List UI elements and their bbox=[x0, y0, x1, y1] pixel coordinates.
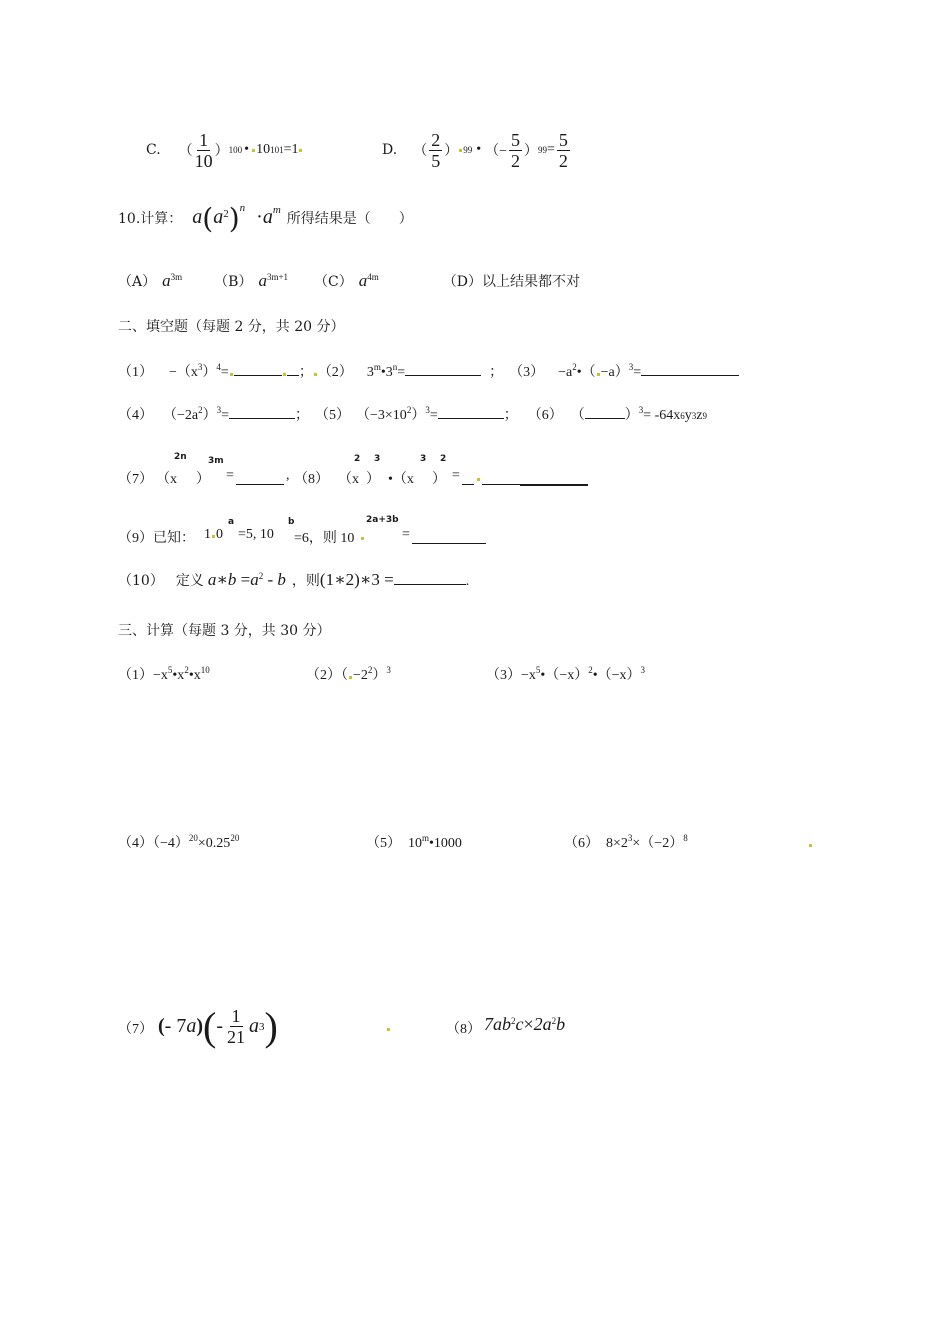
calc-row-3: （7） ( - 7 a ) ( - $\frac{1}{21}$ a 3 ) （8） $7ab^2c\times 2a^2b$ bbox=[118, 1003, 566, 1049]
definition-expression: a∗b $=a^2 - b$ bbox=[207, 570, 286, 589]
blank[interactable] bbox=[520, 470, 588, 486]
dot-mark bbox=[252, 149, 255, 152]
q10-option-b: $a^{3m+1}$ bbox=[258, 271, 289, 290]
section-2-title: 二、填空题（每题 2 分，共 20 分） bbox=[118, 319, 345, 335]
q9-d-fraction-2: $\frac{5}{2}$ bbox=[511, 129, 520, 171]
q10-option-a: $a^{3m}$ bbox=[162, 271, 183, 290]
blank[interactable] bbox=[287, 361, 299, 376]
calc-row-1: $(1)-x^5•x^2•x^{10}$ $(2)( -2^2)^3$ $(3)-x^5•(-x)^2•(-x)^3$ bbox=[118, 665, 645, 683]
q10-options: （A） $a^{3m}$ （B） $a^{3m+1}$ （C） $a^{4m}$ （D）以上结果都不对 bbox=[118, 271, 580, 290]
blank[interactable] bbox=[462, 470, 474, 485]
calc-7-expression: ( - 7 a ) ( - $\frac{1}{21}$ a 3 ) bbox=[158, 1003, 278, 1049]
dot-mark bbox=[299, 149, 302, 152]
blank[interactable] bbox=[412, 529, 486, 544]
blank[interactable] bbox=[438, 404, 504, 419]
blank[interactable] bbox=[641, 361, 739, 376]
blank[interactable] bbox=[394, 570, 466, 585]
fill-row-3: （7） （x 2n ） 3m = , （8） （x 2 ） 3 •（x 3 ） 2 = bbox=[118, 468, 598, 492]
q10-option-d: （D）以上结果都不对 bbox=[442, 274, 580, 290]
calc-8-expression: $7ab^2c\times 2a^2b$ bbox=[484, 1014, 566, 1034]
q9-option-d: D. （ $\frac{2}{5}$ ） 99 • （− $\frac{5}{2}$ ） 99 = $\frac{5}{2}$ bbox=[382, 129, 568, 171]
fill-row-1: （1） $-(x^3)^4=$ ； （2） $3^m•3^n=$ ； （3） $-a^2•( -a)^3=$ bbox=[118, 361, 739, 381]
q9-c-label: C. bbox=[146, 142, 161, 158]
calc-row-2: $(4)(-4)^{20}\times 0.25^{20}$ （5） 10$^m$•1000 （6） $8\times 2^3\times(-2)^8$ bbox=[118, 832, 818, 854]
q9-c-paren-open: （ bbox=[178, 144, 193, 159]
q9-d-label: D. bbox=[382, 142, 398, 158]
blank[interactable] bbox=[405, 361, 481, 376]
q10-stem: 10.计算： $a(a^2)^n \cdot a^m$ 所得结果是（ ） bbox=[118, 201, 413, 235]
q10-option-c: $a^{4m}$ bbox=[358, 271, 379, 290]
section-3-title: 三、计算（每题 3 分，共 30 分） bbox=[118, 623, 331, 639]
q9-d-fraction-3: $\frac{5}{2}$ bbox=[558, 129, 568, 171]
blank[interactable] bbox=[585, 404, 625, 419]
fill-row-2: （4） $(-2a^2)^3=$ ； （5） $(-3\times 10^2)^3=$ ； （6） （ ）$^3$ = -64x 6 y 3 z 9 bbox=[118, 405, 707, 423]
fill-row-5: （10） 定义 a∗b $=a^2 - b$ ，则 (1∗2)∗3 = . bbox=[118, 570, 470, 589]
q9-d-fraction-1: $\frac{2}{5}$ bbox=[431, 129, 441, 171]
dot-mark bbox=[459, 149, 462, 152]
q9-c-fraction: $\frac{1}{10}$ bbox=[194, 129, 213, 171]
q10-expression: $a(a^2)^n \cdot a^m$ bbox=[192, 201, 281, 235]
blank[interactable] bbox=[236, 470, 284, 485]
fill-row-4: （9）已知： 1 0 a =5, 10 b =6，则 10 2a+3b = bbox=[118, 527, 538, 551]
blank[interactable] bbox=[234, 361, 282, 376]
blank[interactable] bbox=[482, 470, 520, 485]
blank[interactable] bbox=[229, 404, 295, 419]
q9-option-c: C. （ $\frac{1}{10}$ ） 100 • 10 101 =1 bbox=[146, 128, 303, 172]
